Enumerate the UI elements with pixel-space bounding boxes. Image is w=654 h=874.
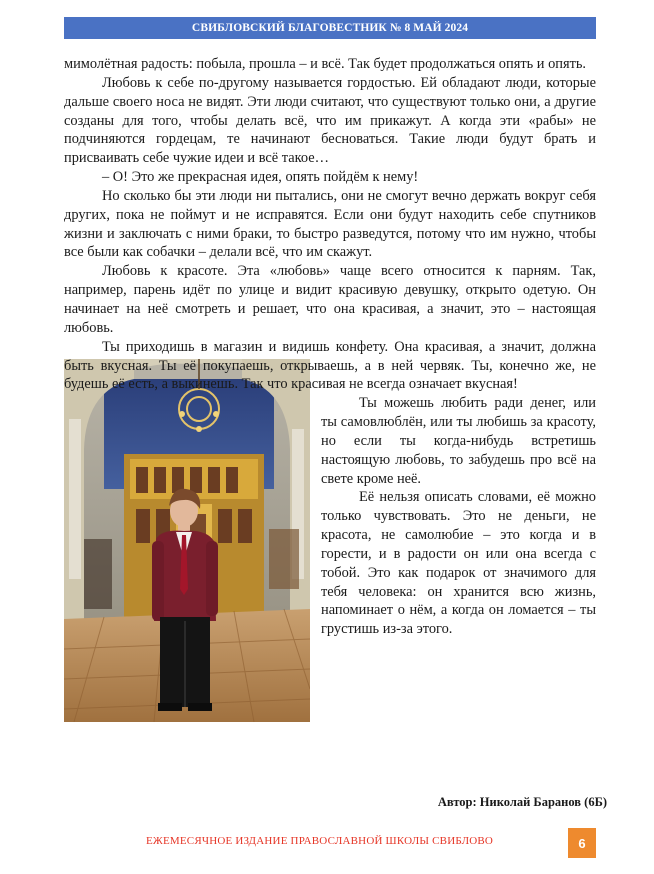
church-interior-illustration [64, 359, 310, 722]
article-paragraph: Любовь к себе по-другому называется гордостью. Ей обладают люди, которые дальше своего носа не видят. Эти люди считают, что существуют только они, а другие созданы для того, чтобы делать всё, что им прикажут. А когда эти «рабы» не подчиняются гордецам, те начинают бесноваться. Такие люди будут брать и присваивать себе чужие идеи и всё такое… [64, 74, 596, 167]
article-paragraph: Ты можешь любить ради денег, или ты самовлюблён, или ты любишь за красоту, но если ты когда-нибудь встретишь настоящую любовь, то забудешь про всё на свете кроме неё. [321, 395, 596, 487]
article-paragraph: Ты приходишь в магазин и видишь конфету. Она красивая, а значит, должна быть вкусная. Ты её покупаешь, открываешь, а в ней червяк. Ты, конечно же, не будешь её есть, а выкинешь. Так что красивая не всегда означает вкусная! [64, 338, 596, 393]
page-number-badge: 6 [568, 828, 596, 858]
footer-publication-text: ЕЖЕМЕСЯЧНОЕ ИЗДАНИЕ ПРАВОСЛАВНОЙ ШКОЛЫ СВИБЛОВО [146, 835, 494, 847]
article-author: Автор: Николай Баранов (6Б) [437, 795, 607, 809]
article-paragraph: Её нельзя описать словами, её можно только чувствовать. Это не деньги, не красота, не самолюбие – это когда и в горести, и в радости он или она всегда с тобой. Это как подарок от значимого для тебя человека: он хранится всю жизнь, напоминает о нём, а когда он ломается – ты грустишь из-за этого. [321, 489, 596, 638]
newsletter-title: СВИБЛОВСКИЙ БЛАГОВЕСТНИК № 8 МАЙ 2024 [191, 22, 469, 34]
article-paragraph: мимолётная радость: побыла, прошла – и всё. Так будет продолжаться опять и опять. [64, 56, 587, 72]
article-paragraph: Любовь к красоте. Эта «любовь» чаще всего относится к парням. Так, например, парень идёт по улице и видит красивую девушку, открыто одетую. Он начинает на неё смотреть и решает, что она красивая, а значит, это – настоящая любовь. [64, 263, 596, 336]
article-paragraph: – О! Это же прекрасная идея, опять пойдём к нему! [102, 169, 419, 186]
article-body [64, 55, 596, 728]
boy-in-church-photo [64, 359, 310, 722]
article-paragraph: Но сколько бы эти люди ни пытались, они не смогут вечно держать вокруг себя других, пока не поймут и не исправятся. Если они будут находить себе спутников жизни и заключать с ними браки, то быстро разведутся, потому что им нужно, чтобы все были как собачки – делали всё, что им скажут. [64, 187, 596, 261]
newsletter-header [64, 17, 596, 39]
